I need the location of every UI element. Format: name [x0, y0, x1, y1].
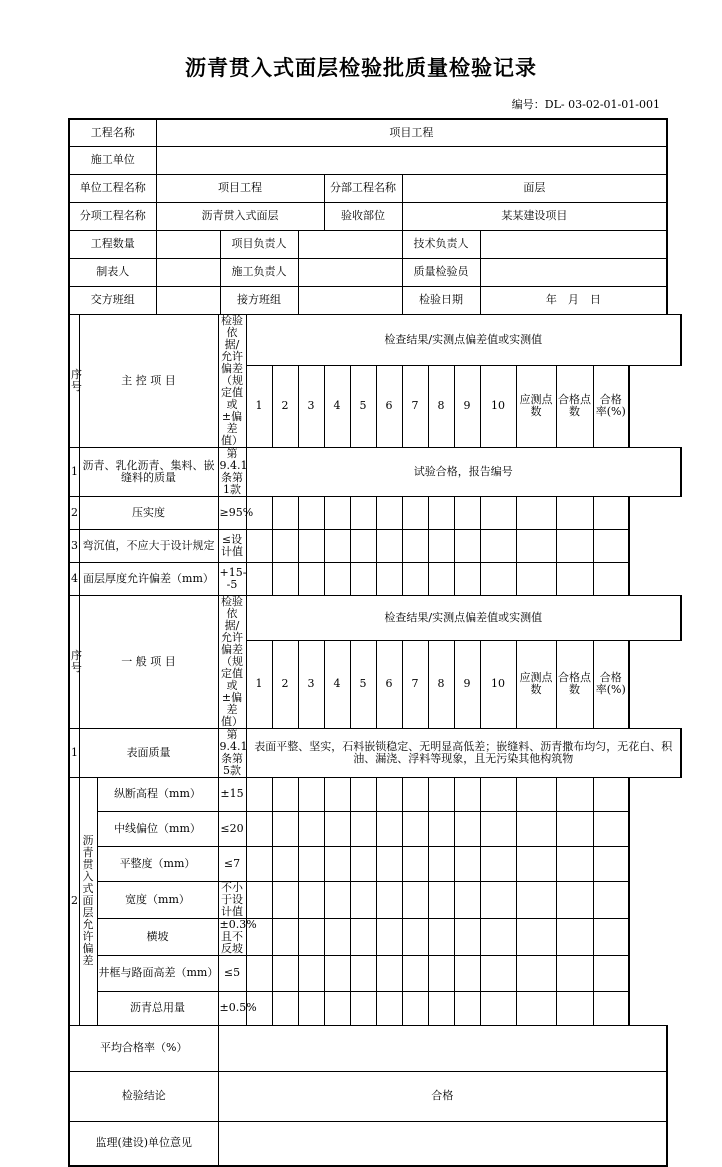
measure-cell[interactable]	[556, 529, 593, 562]
measure-cell[interactable]	[454, 918, 480, 955]
unit-project-value[interactable]: 项目工程	[156, 174, 324, 202]
measure-cell[interactable]	[593, 991, 629, 1025]
project-name-value[interactable]: 项目工程	[156, 119, 667, 146]
row-basis: 第9.4.1条第1款	[219, 446, 248, 496]
measure-cell[interactable]	[298, 881, 324, 918]
col-number: 7	[402, 640, 428, 728]
measure-cell[interactable]	[350, 918, 376, 955]
project-lead-value[interactable]	[298, 230, 402, 258]
measure-cell[interactable]	[593, 529, 629, 562]
measure-cell[interactable]	[350, 777, 376, 811]
measure-cell[interactable]	[593, 881, 629, 918]
measure-cell[interactable]	[272, 846, 298, 881]
measure-cell[interactable]	[376, 846, 402, 881]
measure-cell[interactable]	[428, 918, 454, 955]
col-number: 2	[272, 365, 298, 447]
measure-cell[interactable]	[556, 777, 593, 811]
measure-cell[interactable]	[298, 846, 324, 881]
measure-cell[interactable]	[272, 496, 298, 529]
tech-lead-value[interactable]	[480, 230, 667, 258]
main-row	[69, 447, 681, 496]
col-number: 3	[298, 640, 324, 728]
measure-cell[interactable]	[428, 811, 454, 846]
deviation-item-basis: ±0.3%且不反坡	[219, 917, 257, 955]
measure-cell[interactable]	[298, 529, 324, 562]
measure-cell[interactable]	[428, 529, 454, 562]
construction-lead-value[interactable]	[298, 258, 402, 286]
handover-shift-value[interactable]	[156, 286, 220, 314]
measure-cell[interactable]	[556, 991, 593, 1025]
measure-cell[interactable]	[246, 881, 272, 918]
measure-cell[interactable]	[556, 562, 593, 595]
row-item-name: 弯沉值，不应大于设计规定	[79, 529, 218, 562]
measure-cell[interactable]	[298, 918, 324, 955]
measure-cell[interactable]	[428, 777, 454, 811]
measure-cell[interactable]	[593, 496, 629, 529]
measure-cell[interactable]	[272, 562, 298, 595]
measure-cell[interactable]	[272, 881, 298, 918]
qualified-points-header: 合格点数	[556, 640, 593, 728]
should-points-header: 应测点数	[516, 365, 556, 447]
measure-cell[interactable]	[480, 496, 516, 529]
sub-project-value[interactable]: 面层	[402, 174, 667, 202]
col-number: 6	[376, 365, 402, 447]
measure-cell[interactable]	[480, 529, 516, 562]
row-item-name: 面层厚度允许偏差（mm）	[79, 562, 218, 595]
col-number: 9	[454, 640, 480, 728]
measure-cell[interactable]	[272, 955, 298, 991]
measure-cell[interactable]	[298, 811, 324, 846]
quantity-value[interactable]	[156, 230, 220, 258]
measure-cell[interactable]	[402, 777, 428, 811]
col-number: 8	[428, 365, 454, 447]
deviation-item-name: 沥青总用量	[97, 991, 218, 1025]
measure-cell[interactable]	[376, 529, 402, 562]
quantity-label: 工程数量	[69, 230, 156, 258]
measure-cell[interactable]	[324, 991, 350, 1025]
measure-cell[interactable]	[272, 777, 298, 811]
construction-unit-label: 施工单位	[69, 146, 156, 174]
measure-cell[interactable]	[402, 562, 428, 595]
qualified-rate-header: 合格率(%)	[593, 365, 629, 447]
measure-cell[interactable]	[246, 955, 272, 991]
deviation-seq: 2	[69, 777, 79, 1025]
inspection-date-value[interactable]: 年 月 日	[480, 286, 667, 314]
measure-cell[interactable]	[246, 846, 272, 881]
measure-cell[interactable]	[454, 955, 480, 991]
deviation-row	[69, 991, 681, 1025]
measure-cell[interactable]	[480, 991, 516, 1025]
measure-cell[interactable]	[516, 881, 556, 918]
deviation-item-name: 宽度（mm）	[97, 881, 218, 918]
measure-cell[interactable]	[593, 846, 629, 881]
measure-cell[interactable]	[480, 811, 516, 846]
measure-cell[interactable]	[324, 881, 350, 918]
construction-unit-value[interactable]	[156, 146, 667, 174]
acceptance-part-label: 验收部位	[324, 202, 402, 230]
tech-lead-label: 技术负责人	[402, 230, 480, 258]
col-number: 3	[298, 365, 324, 447]
col-number: 1	[246, 365, 272, 447]
measure-cell[interactable]	[246, 529, 272, 562]
measure-cell[interactable]	[402, 496, 428, 529]
measure-cell[interactable]	[480, 846, 516, 881]
measure-cell[interactable]	[376, 777, 402, 811]
measure-cell[interactable]	[556, 496, 593, 529]
measure-cell[interactable]	[324, 955, 350, 991]
basis-header: 检验依据/允许偏差（规定值或±偏差值）	[218, 314, 246, 447]
construction-lead-label: 施工负责人	[220, 258, 298, 286]
project-lead-label: 项目负责人	[220, 230, 298, 258]
measure-cell[interactable]	[246, 562, 272, 595]
measure-cell[interactable]	[246, 777, 272, 811]
seq-header: 序号	[69, 314, 79, 447]
measure-cell[interactable]	[428, 991, 454, 1025]
measure-cell[interactable]	[350, 991, 376, 1025]
item-project-label: 分项工程名称	[69, 202, 156, 230]
measure-cell[interactable]	[272, 918, 298, 955]
deviation-item-basis: ≤7	[218, 846, 246, 881]
row-seq: 1	[69, 447, 79, 496]
measure-cell[interactable]	[428, 496, 454, 529]
col-number: 5	[350, 365, 376, 447]
measure-cell[interactable]	[516, 991, 556, 1025]
avg-rate-value[interactable]	[218, 1025, 667, 1071]
measure-cell[interactable]	[556, 846, 593, 881]
qualified-points-header: 合格点数	[556, 365, 593, 447]
measure-cell[interactable]	[324, 918, 350, 955]
main-row	[69, 529, 681, 562]
receiving-shift-value[interactable]	[298, 286, 402, 314]
main-row	[69, 496, 681, 529]
measure-cell[interactable]	[272, 529, 298, 562]
row-seq: 3	[69, 529, 79, 562]
measure-cell[interactable]	[593, 562, 629, 595]
measure-cell[interactable]	[480, 918, 516, 955]
measure-cell[interactable]	[516, 562, 556, 595]
measure-cell[interactable]	[516, 529, 556, 562]
row-seq: 1	[69, 728, 79, 777]
measure-cell[interactable]	[298, 955, 324, 991]
sub-project-label: 分部工程名称	[324, 174, 402, 202]
qualified-rate-header: 合格率(%)	[593, 640, 629, 728]
measure-cell[interactable]	[516, 811, 556, 846]
inspection-form-table	[68, 118, 682, 1167]
measure-cell[interactable]	[402, 811, 428, 846]
supervisor-label: 监理(建设)单位意见	[69, 1121, 218, 1166]
measure-cell[interactable]	[480, 562, 516, 595]
col-number: 1	[246, 640, 272, 728]
row-basis: ≥95%	[218, 496, 246, 529]
results-header: 检查结果/实测点偏差值或实测值	[246, 314, 681, 365]
measure-cell[interactable]	[376, 562, 402, 595]
measure-cell[interactable]	[454, 811, 480, 846]
col-number: 7	[402, 365, 428, 447]
measure-cell[interactable]	[376, 811, 402, 846]
deviation-row	[69, 955, 681, 991]
row-basis: 第9.4.1条第5款	[219, 727, 248, 777]
should-points-header: 应测点数	[516, 640, 556, 728]
measure-cell[interactable]	[516, 496, 556, 529]
deviation-item-name: 井框与路面高差（mm）	[97, 955, 218, 991]
seq-header: 序号	[69, 595, 79, 728]
measure-cell[interactable]	[556, 955, 593, 991]
deviation-row	[69, 881, 681, 918]
measure-cell[interactable]	[428, 562, 454, 595]
measure-cell[interactable]	[298, 777, 324, 811]
measure-cell[interactable]	[402, 955, 428, 991]
general-items-header: 一 般 项 目	[79, 595, 218, 728]
acceptance-part-value[interactable]: 某某建设项目	[402, 202, 667, 230]
measure-cell[interactable]	[428, 955, 454, 991]
measure-cell[interactable]	[402, 846, 428, 881]
measure-cell[interactable]	[556, 881, 593, 918]
measure-cell[interactable]	[298, 562, 324, 595]
measure-cell[interactable]	[516, 955, 556, 991]
measure-cell[interactable]	[454, 496, 480, 529]
measure-cell[interactable]	[324, 529, 350, 562]
measure-cell[interactable]	[298, 991, 324, 1025]
deviation-item-name: 平整度（mm）	[97, 846, 218, 881]
measure-cell[interactable]	[376, 881, 402, 918]
measure-cell[interactable]	[376, 991, 402, 1025]
measure-cell[interactable]	[516, 846, 556, 881]
inspection-date-label: 检验日期	[402, 286, 480, 314]
col-number: 9	[454, 365, 480, 447]
measure-cell[interactable]	[402, 918, 428, 955]
deviation-item-name: 横坡	[97, 918, 218, 955]
receiving-shift-label: 接方班组	[220, 286, 298, 314]
document-number: 编号：DL- 03-02-01-01-001	[511, 98, 660, 111]
measure-cell[interactable]	[402, 529, 428, 562]
measure-cell[interactable]	[593, 811, 629, 846]
item-project-value[interactable]: 沥青贯入式面层	[156, 202, 324, 230]
measure-cell[interactable]	[324, 811, 350, 846]
measure-cell[interactable]	[593, 955, 629, 991]
deviation-row	[69, 918, 681, 955]
measure-cell[interactable]	[454, 846, 480, 881]
measure-cell[interactable]	[350, 811, 376, 846]
measure-cell[interactable]	[376, 918, 402, 955]
row-basis: +15--5	[218, 562, 246, 595]
measure-cell[interactable]	[480, 777, 516, 811]
row-basis: ≤设计值	[218, 529, 246, 562]
deviation-item-name: 中线偏位（mm）	[97, 811, 218, 846]
measure-cell[interactable]	[428, 881, 454, 918]
deviation-row	[69, 846, 681, 881]
tabulator-label: 制表人	[69, 258, 156, 286]
measure-cell[interactable]	[324, 777, 350, 811]
deviation-row	[69, 811, 681, 846]
deviation-item-name: 纵断高程（mm）	[97, 777, 218, 811]
col-number: 10	[480, 365, 516, 447]
row-result[interactable]: 表面平整、坚实，石料嵌锁稳定、无明显高低差；嵌缝料、沥青撒布均匀，无花白、积油、漏浇、浮料等现象，且无污染其他构筑物	[246, 728, 681, 777]
measure-cell[interactable]	[516, 918, 556, 955]
measure-cell[interactable]	[556, 918, 593, 955]
unit-project-label: 单位工程名称	[69, 174, 156, 202]
page-title: 沥青贯入式面层检验批质量检验记录	[185, 56, 537, 80]
measure-cell[interactable]	[454, 529, 480, 562]
measure-cell[interactable]	[246, 811, 272, 846]
measure-cell[interactable]	[454, 562, 480, 595]
measure-cell[interactable]	[350, 955, 376, 991]
avg-rate-label: 平均合格率（%）	[69, 1025, 218, 1071]
measure-cell[interactable]	[324, 496, 350, 529]
row-seq: 4	[69, 562, 79, 595]
measure-cell[interactable]	[350, 562, 376, 595]
tabulator-value[interactable]	[156, 258, 220, 286]
quality-inspector-label: 质量检验员	[402, 258, 480, 286]
conclusion-value[interactable]: 合格	[218, 1071, 667, 1121]
col-number: 5	[350, 640, 376, 728]
measure-cell[interactable]	[376, 955, 402, 991]
supervisor-opinion-value[interactable]	[218, 1121, 667, 1166]
measure-cell[interactable]	[350, 529, 376, 562]
measure-cell[interactable]	[454, 991, 480, 1025]
measure-cell[interactable]	[593, 918, 629, 955]
measure-cell[interactable]	[480, 881, 516, 918]
main-row	[69, 562, 681, 595]
row-seq: 2	[69, 496, 79, 529]
row-item-name: 表面质量	[79, 728, 218, 777]
conclusion-label: 检验结论	[69, 1071, 218, 1121]
measure-cell[interactable]	[272, 811, 298, 846]
basis-header: 检验依据/允许偏差（规定值或±偏差值）	[218, 595, 246, 728]
deviation-item-basis: ±15	[218, 777, 246, 811]
measure-cell[interactable]	[454, 881, 480, 918]
measure-cell[interactable]	[324, 562, 350, 595]
col-number: 2	[272, 640, 298, 728]
col-number: 6	[376, 640, 402, 728]
deviation-item-basis: 不小于设计值	[218, 881, 246, 918]
col-number: 4	[324, 640, 350, 728]
measure-cell[interactable]	[350, 496, 376, 529]
main-items-header: 主 控 项 目	[79, 314, 218, 447]
results-header: 检查结果/实测点偏差值或实测值	[246, 595, 681, 640]
row-item-name: 压实度	[79, 496, 218, 529]
deviation-row	[69, 777, 681, 811]
measure-cell[interactable]	[454, 777, 480, 811]
measure-cell[interactable]	[376, 496, 402, 529]
deviation-item-basis: ±0.5%	[218, 991, 246, 1025]
col-number: 8	[428, 640, 454, 728]
measure-cell[interactable]	[350, 881, 376, 918]
handover-shift-label: 交方班组	[69, 286, 156, 314]
deviation-item-basis: ≤5	[218, 955, 246, 991]
row-item-name: 沥青、乳化沥青、集料、嵌缝料的质量	[79, 447, 218, 496]
measure-cell[interactable]	[593, 777, 629, 811]
measure-cell[interactable]	[402, 991, 428, 1025]
deviation-item-basis: ≤20	[218, 811, 246, 846]
measure-cell[interactable]	[272, 991, 298, 1025]
measure-cell[interactable]	[480, 955, 516, 991]
measure-cell[interactable]	[298, 496, 324, 529]
project-name-label: 工程名称	[69, 119, 156, 146]
measure-cell[interactable]	[428, 846, 454, 881]
col-number: 4	[324, 365, 350, 447]
measure-cell[interactable]	[402, 881, 428, 918]
measure-cell[interactable]	[324, 846, 350, 881]
measure-cell[interactable]	[516, 777, 556, 811]
row-result[interactable]: 试验合格，报告编号	[246, 447, 681, 496]
quality-inspector-value[interactable]	[480, 258, 667, 286]
deviation-group-label: 沥青贯入式面层允许偏差	[79, 777, 97, 1025]
col-number: 10	[480, 640, 516, 728]
measure-cell[interactable]	[350, 846, 376, 881]
general-row	[69, 728, 681, 777]
measure-cell[interactable]	[556, 811, 593, 846]
